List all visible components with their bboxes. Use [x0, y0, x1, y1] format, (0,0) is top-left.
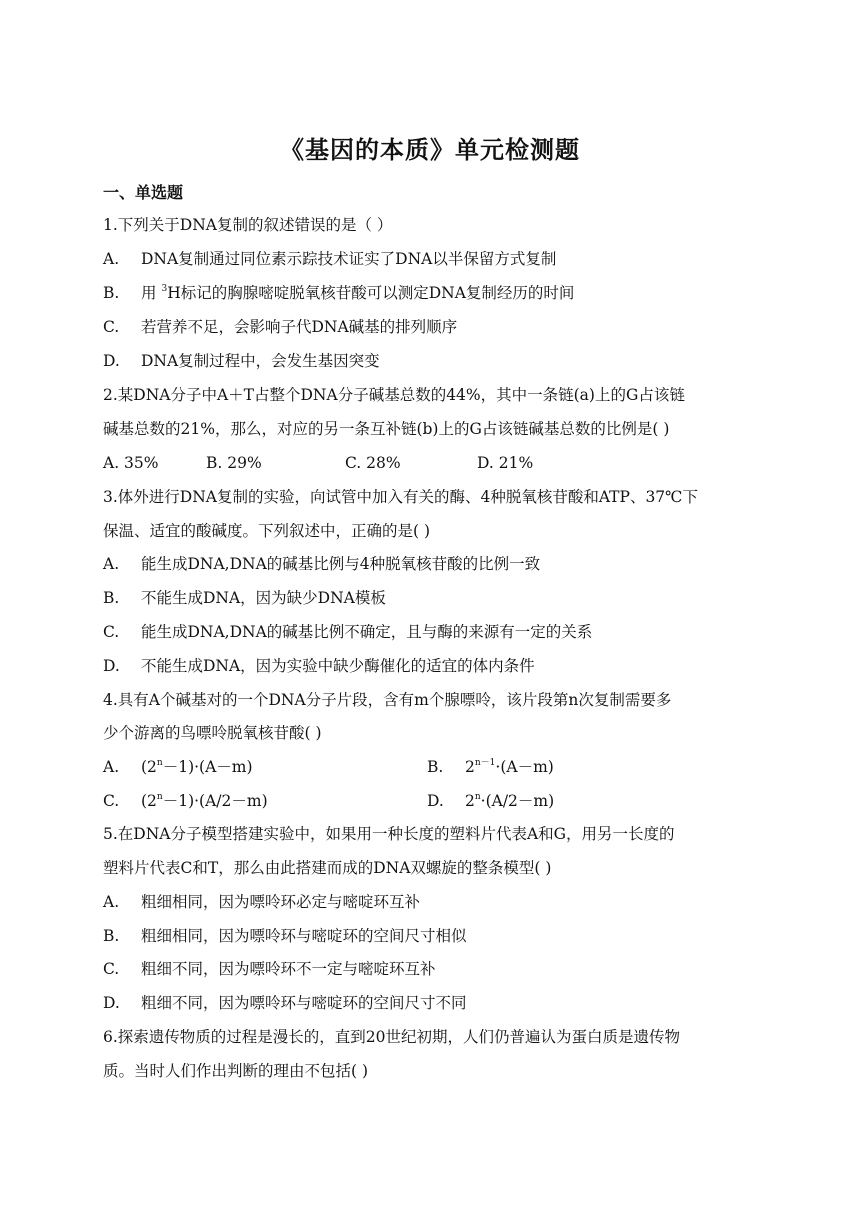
option-label: C. [103, 623, 120, 641]
q2-option-c: C. 28% [345, 454, 401, 472]
option-text: DNA复制通过同位素示踪技术证实了DNA以半保留方式复制 [141, 250, 557, 268]
q5-stem-line2: 塑料片代表C和T，那么由此搭建而成的DNA双螺旋的整条模型( ) [103, 859, 552, 877]
q3-stem-line2: 保温、适宜的酸碱度。下列叙述中，正确的是( ) [103, 522, 431, 540]
option-label: D. [103, 657, 120, 675]
q4-option-d [427, 790, 554, 812]
q3-option-c [103, 621, 592, 643]
q5-option-b [103, 925, 467, 947]
option-text: 粗细不同，因为嘌呤环不一定与嘧啶环互补 [141, 960, 436, 978]
section-heading: 一、单选题 [103, 183, 184, 202]
q5-option-a [103, 891, 420, 913]
q4-option-c [103, 790, 268, 812]
formula-base: (2 [141, 758, 157, 776]
option-text: 粗细不同，因为嘌呤环与嘧啶环的空间尺寸不同 [141, 994, 467, 1012]
formula-base: (2 [141, 792, 157, 810]
q2-option-d: D. 21% [477, 454, 534, 472]
q3-option-a [103, 553, 540, 575]
q5-option-d [103, 992, 467, 1014]
exponent: n [474, 792, 481, 802]
q2-option-a: A. 35% [103, 454, 159, 472]
q1-option-c [103, 316, 457, 338]
option-label: B. [103, 927, 120, 945]
option-label: D. [103, 352, 120, 370]
option-label: D. [103, 994, 120, 1012]
q1-stem: 1.下列关于DNA复制的叙述错误的是（ ） [103, 216, 393, 234]
q4-option-b [427, 756, 554, 778]
q3-option-b [103, 587, 386, 609]
exponent: n－1 [474, 758, 496, 768]
exponent: n [156, 792, 163, 802]
option-text: 不能生成DNA，因为缺少DNA模板 [141, 589, 386, 607]
formula-rest: －1)·(A/2－m) [162, 792, 268, 810]
formula-rest: ·(A/2－m) [480, 792, 555, 810]
q4-option-a [103, 756, 253, 778]
option-text: 不能生成DNA，因为实验中缺少酶催化的适宜的体内条件 [141, 657, 535, 675]
q3-stem-line1: 3.体外进行DNA复制的实验，向试管中加入有关的酶、4种脱氧核苷酸和ATP、37℃下 [103, 488, 699, 506]
formula-base: 2 [465, 792, 475, 810]
option-label: B. [103, 589, 120, 607]
option-text: 能生成DNA,DNA的碱基比例不确定，且与酶的来源有一定的关系 [141, 623, 593, 641]
q3-option-d [103, 655, 535, 677]
q4-stem-line2: 少个游离的鸟嘌呤脱氧核苷酸( ) [103, 724, 322, 742]
q5-option-c [103, 958, 436, 980]
option-label: C. [103, 960, 120, 978]
option-text-prefix: 用 [141, 284, 157, 302]
option-label: C. [103, 318, 120, 336]
option-label: B. [427, 758, 444, 776]
formula-rest: ·(A－m) [495, 758, 554, 776]
q2-option-b: B. 29% [206, 454, 262, 472]
q1-option-b [103, 282, 574, 304]
q5-stem-line1: 5.在DNA分子模型搭建实验中，如果用一种长度的塑料片代表A和G，用另一长度的 [103, 825, 675, 843]
option-text: 若营养不足，会影响子代DNA碱基的排列顺序 [141, 318, 458, 336]
option-text: 能生成DNA,DNA的碱基比例与4种脱氧核苷酸的比例一致 [141, 555, 541, 573]
option-text: H标记的胸腺嘧啶脱氧核苷酸可以测定DNA复制经历的时间 [167, 284, 575, 302]
option-label: B. [103, 284, 120, 302]
option-label: D. [427, 792, 444, 810]
option-label: A. [103, 758, 120, 776]
document-title: 《基因的本质》单元检测题 [280, 135, 580, 164]
option-label: A. [103, 893, 120, 911]
option-label: C. [103, 792, 120, 810]
q1-option-d [103, 350, 380, 372]
q4-stem-line1: 4.具有A个碱基对的一个DNA分子片段，含有m个腺嘌呤，该片段第n次复制需要多 [103, 691, 672, 709]
option-label: A. [103, 555, 120, 573]
option-label: A. [103, 250, 120, 268]
option-text: DNA复制过程中，会发生基因突变 [141, 352, 380, 370]
q2-stem-line2: 碱基总数的21%，那么，对应的另一条互补链(b)上的G占该链碱基总数的比例是( ) [103, 420, 670, 438]
isotope-superscript: 3 [161, 284, 168, 294]
formula-rest: －1)·(A－m) [162, 758, 253, 776]
exponent: n [156, 758, 163, 768]
q6-stem-line2: 质。当时人们作出判断的理由不包括( ) [103, 1062, 369, 1080]
option-text: 粗细相同，因为嘌呤环与嘧啶环的空间尺寸相似 [141, 927, 467, 945]
q6-stem-line1: 6.探索遗传物质的过程是漫长的，直到20世纪初期，人们仍普遍认为蛋白质是遗传物 [103, 1028, 681, 1046]
option-text: 粗细相同，因为嘌呤环必定与嘧啶环互补 [141, 893, 421, 911]
formula-base: 2 [465, 758, 475, 776]
q2-stem-line1: 2.某DNA分子中A＋T占整个DNA分子碱基总数的44%，其中一条链(a)上的G占该链 [103, 386, 685, 404]
q1-option-a [103, 248, 556, 270]
